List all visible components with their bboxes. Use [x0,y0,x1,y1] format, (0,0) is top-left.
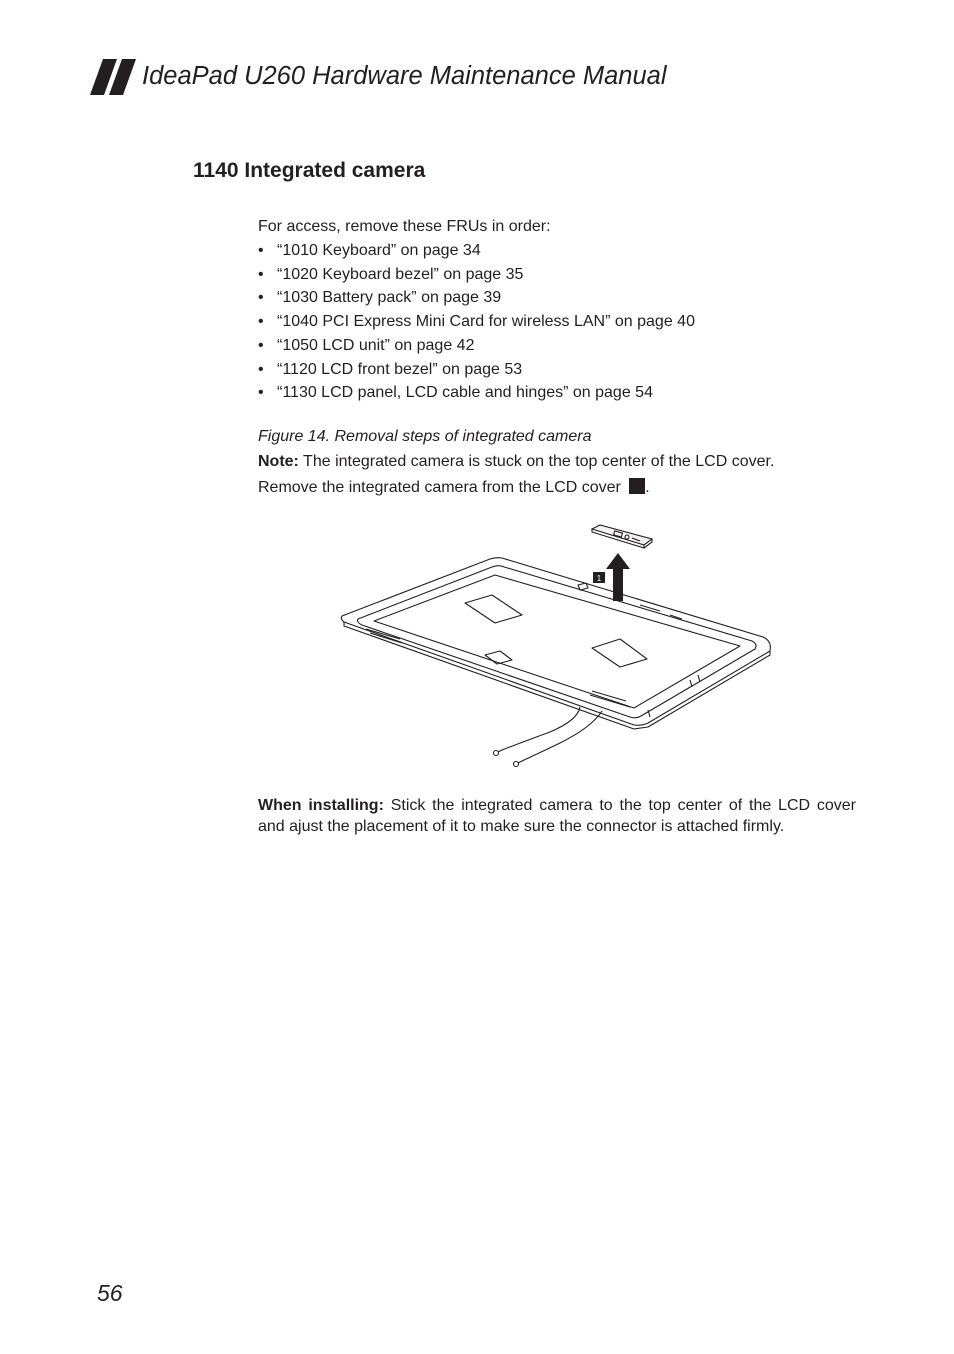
note-text: The integrated camera is stuck on the top center of the LCD cover. [298,453,775,470]
fru-link[interactable]: “1020 Keyboard bezel” on page 35 [277,265,524,283]
fru-link[interactable]: “1010 Keyboard” on page 34 [277,242,481,259]
lcd-cover-camera-illustration [330,515,790,775]
list-item [258,286,695,310]
remove-instruction [258,478,650,497]
list-item [258,358,695,382]
cover-label-right [592,639,647,667]
camera-module [592,525,652,548]
intro-text: For access, remove these FRUs in order: [258,218,551,235]
cover-label-small [485,651,512,664]
note [258,453,774,471]
figure-callout-label: 1 [596,574,602,583]
fru-link[interactable]: “1130 LCD panel, LCD cable and hinges” on page 54 [277,384,653,402]
installing-label: When installing: [258,797,384,814]
fru-link[interactable]: “1040 PCI Express Mini Card for wireless LAN” on page 40 [277,313,695,331]
callout-marker-icon [629,478,645,494]
bullet: • [258,265,264,283]
bullet: • [258,289,264,307]
list-item [258,263,695,287]
camera-slot [578,583,588,590]
remove-text: Remove the integrated camera from the LCD cover [258,479,626,496]
lcd-cover-inner-panel [374,575,740,708]
fru-link[interactable]: “1030 Battery pack” on page 39 [277,289,502,307]
note-label: Note: [258,453,299,470]
bullet: • [258,360,264,378]
removal-arrow-icon [606,553,630,601]
bullet: • [258,336,264,354]
remove-period: . [645,479,650,496]
manual-title: IdeaPad U260 Hardware Maintenance Manual [142,62,667,90]
list-item [258,310,695,334]
antenna-cable-1 [498,707,580,752]
installing-text: Stick the integrated camera to the top center of the LCD cover and ajust the placement of it to make sure the connector is attached firmly. [258,797,856,835]
fru-link[interactable]: “1120 LCD front bezel” on page 53 [277,360,523,378]
fru-link[interactable]: “1050 LCD unit” on page 42 [277,336,475,354]
list-item [258,381,695,405]
fru-list [258,239,695,405]
antenna-cable-2 [518,711,602,763]
list-item [258,239,695,263]
bullet: • [258,384,264,402]
manual-logo-slashes-icon [90,59,136,95]
figure-caption: Figure 14. Removal steps of integrated camera [258,428,592,445]
installing-instruction [258,796,856,837]
cover-label-left [465,595,522,623]
page-number: 56 [97,1280,123,1306]
bullet: • [258,242,264,259]
bullet: • [258,313,264,331]
section-heading: 1140 Integrated camera [193,159,426,182]
list-item [258,334,695,358]
